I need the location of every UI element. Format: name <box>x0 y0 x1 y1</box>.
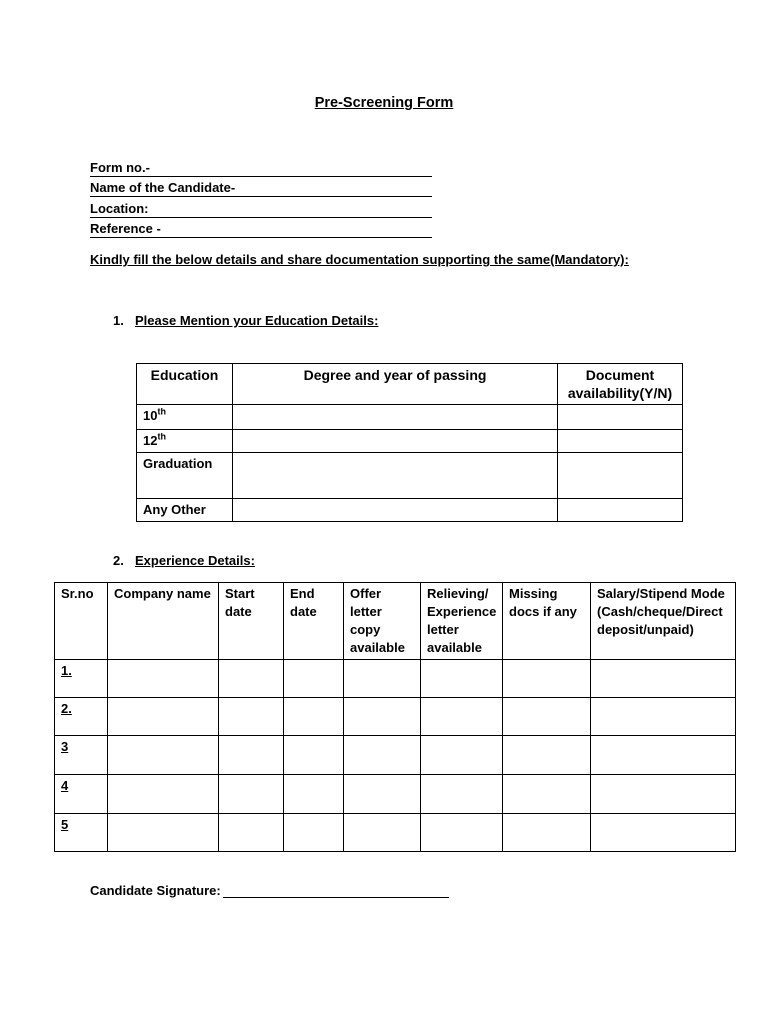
salary-mode-cell[interactable] <box>591 660 736 698</box>
salary-mode-col-header: Salary/Stipend Mode (Cash/cheque/Direct deposit/unpaid) <box>591 583 736 660</box>
start-date-cell[interactable] <box>219 775 284 814</box>
education-row-12th <box>137 430 683 453</box>
experience-table <box>54 582 736 852</box>
company-col-header: Company name <box>108 583 219 660</box>
company-cell[interactable] <box>108 775 219 814</box>
company-cell[interactable] <box>108 698 219 736</box>
instruction-text: Kindly fill the below details and share documentation supporting the same(Mandatory): <box>90 252 629 267</box>
experience-row <box>55 814 736 852</box>
degree-cell[interactable] <box>233 453 558 499</box>
company-cell[interactable] <box>108 660 219 698</box>
degree-cell[interactable] <box>233 405 558 430</box>
relieving-letter-col-header: Relieving/ Experience letter available <box>421 583 503 660</box>
education-row-label: 10th <box>137 405 233 430</box>
start-date-cell[interactable] <box>219 814 284 852</box>
education-row-label: 12th <box>137 430 233 453</box>
degree-col-header: Degree and year of passing <box>233 364 558 405</box>
degree-cell[interactable] <box>233 499 558 522</box>
document-cell[interactable] <box>558 453 683 499</box>
experience-row-number: 4 <box>55 775 108 814</box>
reference-field[interactable]: Reference - <box>90 221 432 238</box>
offer-letter-cell[interactable] <box>344 698 421 736</box>
education-col-header: Education <box>137 364 233 405</box>
start-date-cell[interactable] <box>219 698 284 736</box>
education-row-10th <box>137 405 683 430</box>
signature-line[interactable] <box>223 883 449 898</box>
offer-letter-cell[interactable] <box>344 660 421 698</box>
experience-row <box>55 736 736 775</box>
experience-row-number: 5 <box>55 814 108 852</box>
experience-row <box>55 660 736 698</box>
end-date-cell[interactable] <box>284 775 344 814</box>
relieving-letter-cell[interactable] <box>421 698 503 736</box>
education-row-label: Any Other <box>137 499 233 522</box>
form-title <box>0 95 768 111</box>
document-cell[interactable] <box>558 499 683 522</box>
missing-docs-cell[interactable] <box>503 736 591 775</box>
offer-letter-col-header: Offer letter copy available <box>344 583 421 660</box>
start-date-col-header: Start date <box>219 583 284 660</box>
signature-label: Candidate Signature: <box>90 883 221 898</box>
missing-docs-cell[interactable] <box>503 698 591 736</box>
experience-row-number: 2. <box>55 698 108 736</box>
experience-section-number: 2. <box>113 553 124 568</box>
relieving-letter-cell[interactable] <box>421 660 503 698</box>
missing-docs-cell[interactable] <box>503 814 591 852</box>
experience-row-number: 1. <box>55 660 108 698</box>
start-date-cell[interactable] <box>219 660 284 698</box>
experience-row <box>55 698 736 736</box>
education-section-label: Please Mention your Education Details: <box>135 313 379 328</box>
document-cell[interactable] <box>558 405 683 430</box>
location-field[interactable]: Location: <box>90 201 432 218</box>
document-col-header: Document availability(Y/N) <box>558 364 683 405</box>
offer-letter-cell[interactable] <box>344 736 421 775</box>
experience-row-number: 3 <box>55 736 108 775</box>
srno-col-header: Sr.no <box>55 583 108 660</box>
education-table <box>136 363 683 522</box>
salary-mode-cell[interactable] <box>591 814 736 852</box>
education-row-label: Graduation <box>137 453 233 499</box>
end-date-cell[interactable] <box>284 814 344 852</box>
salary-mode-cell[interactable] <box>591 698 736 736</box>
experience-section-label: Experience Details: <box>135 553 255 568</box>
experience-row <box>55 775 736 814</box>
offer-letter-cell[interactable] <box>344 814 421 852</box>
education-row-graduation <box>137 453 683 499</box>
experience-section-heading <box>113 553 255 568</box>
education-section-heading <box>113 313 378 328</box>
relieving-letter-cell[interactable] <box>421 814 503 852</box>
end-date-col-header: End date <box>284 583 344 660</box>
form-no-field[interactable]: Form no.- <box>90 160 432 177</box>
document-cell[interactable] <box>558 430 683 453</box>
end-date-cell[interactable] <box>284 698 344 736</box>
missing-docs-col-header: Missing docs if any <box>503 583 591 660</box>
start-date-cell[interactable] <box>219 736 284 775</box>
missing-docs-cell[interactable] <box>503 775 591 814</box>
offer-letter-cell[interactable] <box>344 775 421 814</box>
education-row-any-other <box>137 499 683 522</box>
education-section-number: 1. <box>113 313 124 328</box>
candidate-name-field[interactable]: Name of the Candidate- <box>90 180 432 197</box>
salary-mode-cell[interactable] <box>591 736 736 775</box>
candidate-signature <box>90 883 449 898</box>
education-header-row <box>137 364 683 405</box>
relieving-letter-cell[interactable] <box>421 736 503 775</box>
salary-mode-cell[interactable] <box>591 775 736 814</box>
end-date-cell[interactable] <box>284 736 344 775</box>
end-date-cell[interactable] <box>284 660 344 698</box>
degree-cell[interactable] <box>233 430 558 453</box>
missing-docs-cell[interactable] <box>503 660 591 698</box>
relieving-letter-cell[interactable] <box>421 775 503 814</box>
company-cell[interactable] <box>108 814 219 852</box>
form-title-text: Pre-Screening Form <box>314 95 454 111</box>
experience-header-row <box>55 583 736 660</box>
company-cell[interactable] <box>108 736 219 775</box>
